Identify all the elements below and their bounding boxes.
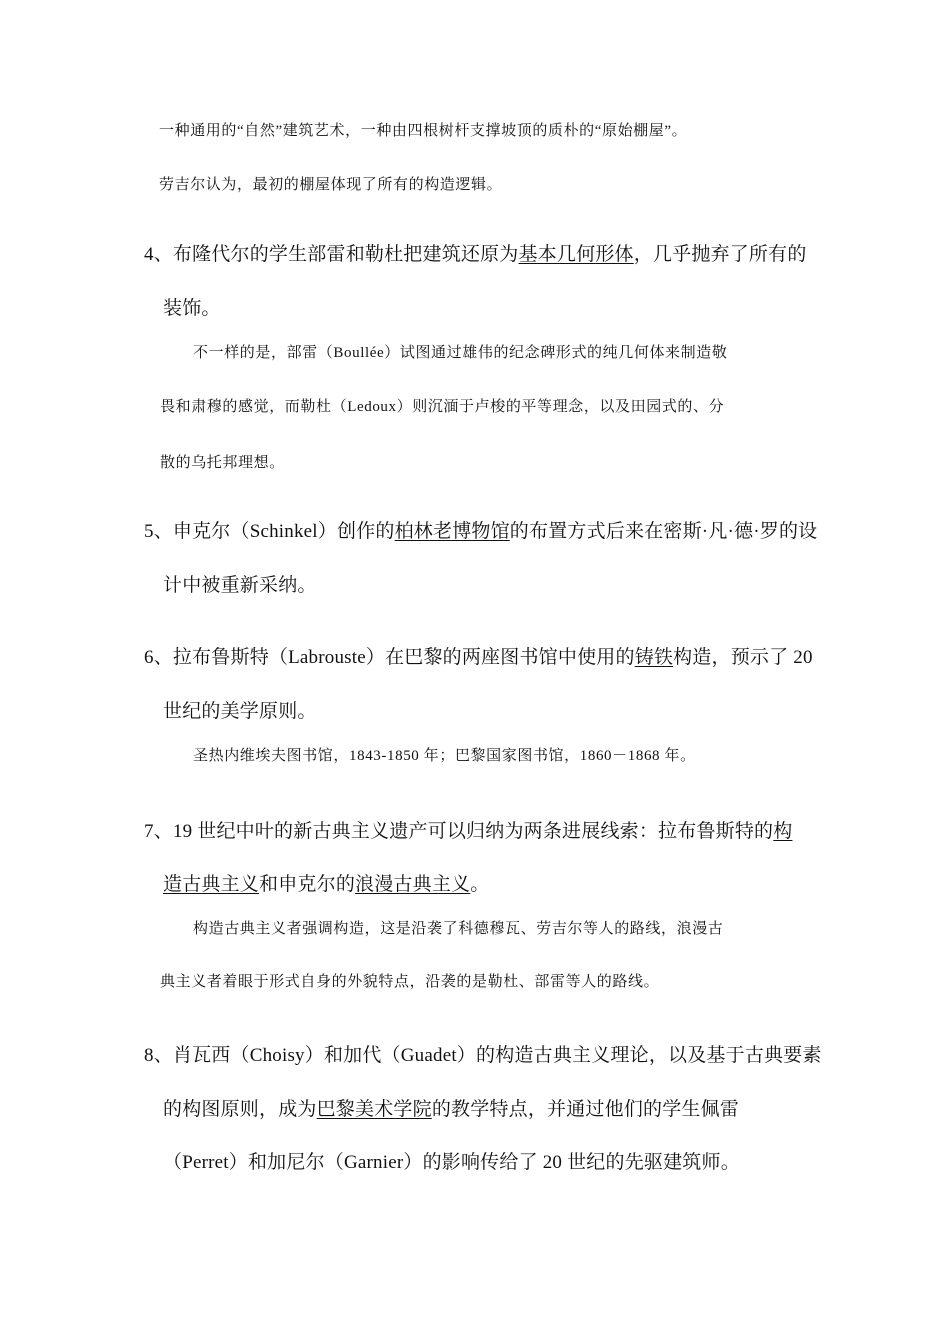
note-line [160, 395, 724, 416]
text-segment: 散的乌托邦理想。 [160, 455, 285, 471]
text-segment: 构造，预示了 20 [673, 647, 813, 668]
text-segment: 一种通用的“自然”建筑艺术，一种由四根树杆支撑坡顶的质朴的“原始棚屋”。 [159, 123, 688, 139]
note-line [193, 917, 723, 938]
underlined-term: 铸铁 [634, 647, 674, 668]
item-6-line [163, 696, 317, 723]
text-segment: 8、肖瓦西（Choisy）和加代（Guadet）的构造古典主义理论，以及基于古典要素 [144, 1045, 822, 1066]
item-5-line [163, 570, 317, 597]
text-segment: 典主义者着眼于形式自身的外貌特点，沿袭的是勒杜、部雷等人的路线。 [160, 974, 660, 990]
text-segment: 装饰。 [163, 298, 221, 319]
note-line [160, 970, 659, 991]
text-segment: 6、拉布鲁斯特（Labrouste）在巴黎的两座图书馆中使用的 [144, 647, 635, 668]
note-line [193, 744, 696, 765]
text-segment: 世纪的美学原则。 [163, 701, 317, 722]
note-line [160, 451, 285, 472]
text-segment: 不一样的是，部雷（Boullée）试图通过雄伟的纪念碑形式的纯几何体来制造敬 [193, 345, 728, 361]
text-segment: 7、19 世纪中叶的新古典主义遗产可以归纳为两条进展线索：拉布鲁斯特的 [144, 821, 774, 842]
text-segment: 的构图原则，成为 [163, 1099, 317, 1120]
text-segment: 的布置方式后来在密斯·凡·德·罗的设 [509, 521, 818, 542]
item-4-line [144, 239, 807, 266]
item-6-line [144, 642, 813, 669]
text-segment: 劳吉尔认为，最初的棚屋体现了所有的构造逻辑。 [159, 177, 503, 193]
underlined-term: 柏林老博物馆 [394, 521, 510, 542]
text-segment: 畏和肃穆的感觉，而勒杜（Ledoux）则沉湎于卢梭的平等理念，以及田园式的、分 [160, 399, 725, 415]
text-segment: 5、申克尔（Schinkel）创作的 [144, 521, 395, 542]
text-segment: 计中被重新采纳。 [163, 575, 317, 596]
item-8-line [144, 1040, 822, 1067]
text-segment: ，几乎抛弃了所有的 [633, 244, 807, 265]
note-line [193, 341, 727, 362]
text-segment: 。 [470, 874, 490, 895]
text-segment: （Perret）和加尼尔（Garnier）的影响传给了 20 世纪的先驱建筑师。 [163, 1152, 740, 1173]
text-segment: 和申克尔的 [259, 874, 356, 895]
underlined-term: 浪漫古典主义 [355, 874, 471, 895]
text-segment: 4、布隆代尔的学生部雷和勒杜把建筑还原为 [144, 244, 519, 265]
underlined-term: 造古典主义 [163, 874, 260, 895]
item-8-line [163, 1094, 739, 1121]
text-segment: 构造古典主义者强调构造，这是沿袭了科德穆瓦、劳吉尔等人的路线，浪漫古 [193, 921, 724, 937]
underlined-term: 基本几何形体 [518, 244, 634, 265]
item-4-line [163, 293, 221, 320]
item-5-line [144, 516, 817, 543]
underlined-term: 构 [773, 821, 793, 842]
text-segment: 的教学特点，并通过他们的学生佩雷 [431, 1099, 740, 1120]
underlined-term: 巴黎美术学院 [316, 1099, 432, 1120]
item-8-line [163, 1147, 740, 1174]
note-line [159, 119, 687, 140]
note-line [159, 173, 502, 194]
item-7-line [163, 869, 489, 896]
text-segment: 圣热内维埃夫图书馆，1843-1850 年；巴黎国家图书馆，1860－1868 年。 [193, 748, 696, 764]
item-7-line [144, 816, 792, 843]
